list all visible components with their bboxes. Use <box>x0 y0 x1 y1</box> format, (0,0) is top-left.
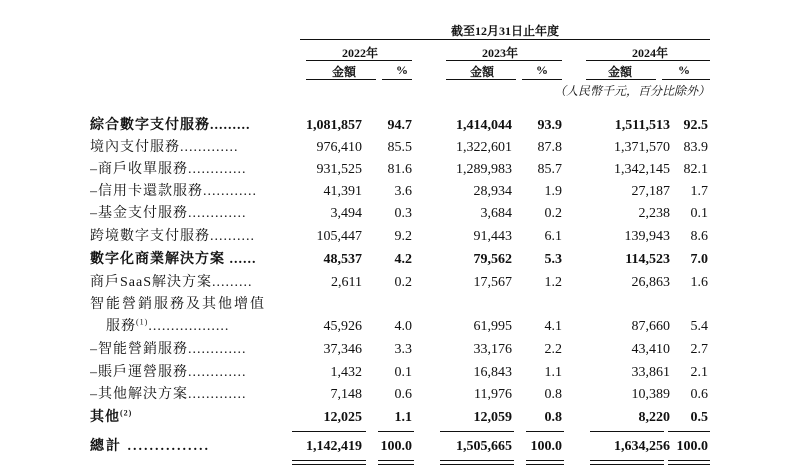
row-label: 服務$^{(1)}$.................. <box>106 317 230 334</box>
unit-note: （人民幣千元，百分比除外） <box>553 84 710 98</box>
table-row: 其他$^{(2)}$ 12,025 1.1 12,059 0.8 8,220 0.5 <box>0 407 800 429</box>
year-2022-header: 2022年 <box>341 46 378 60</box>
percent-header-2024: % <box>678 63 690 77</box>
row-label: 綜合數字支付服務......... <box>90 118 251 133</box>
header-rule <box>300 39 710 40</box>
percent-header-2022: % <box>396 63 408 77</box>
row-label: –商戶收單服務............. <box>90 162 247 177</box>
table-row: 商戶SaaS解決方案......... 2,611 0.2 17,567 1.2 26,863 1.6 <box>0 272 800 294</box>
footnote-marker: (1) <box>136 317 149 327</box>
table-row: –智能營銷服務............. 37,346 3.3 33,176 2.2 43,410 2.7 <box>0 339 800 361</box>
table-row: –商戶收單服務............. 931,525 81.6 1,289,983 85.7 1,342,145 82.1 <box>0 159 800 181</box>
amount-header-2022: 金額 <box>331 65 356 79</box>
table-row: –信用卡還款服務............ 41,391 3.6 28,934 1.9 27,187 1.7 <box>0 181 800 203</box>
amount-header-2023: 金額 <box>469 65 494 79</box>
table-row: 境內支付服務............. 976,410 85.5 1,322,601 87.8 1,371,570 83.9 <box>0 137 800 159</box>
year-2024-rule <box>586 60 710 61</box>
row-label: –智能營銷服務............. <box>90 342 247 357</box>
table-row: 綜合數字支付服務......... 1,081,857 94.7 1,414,044 93.9 1,511,513 92.5 <box>0 115 800 137</box>
table-row: –其他解決方案............. 7,148 0.6 11,976 0.8 10,389 0.6 <box>0 384 800 406</box>
percent-header-2023: % <box>536 63 548 77</box>
table-row: –基金支付服務............. 3,494 0.3 3,684 0.2 2,238 0.1 <box>0 203 800 225</box>
table-row: 跨境數字支付服務.......... 105,447 9.2 91,443 6.1 139,943 8.6 <box>0 226 800 248</box>
year-2022-rule <box>306 60 412 61</box>
row-label: –其他解決方案............. <box>90 387 247 402</box>
year-2023-header: 2023年 <box>481 46 518 60</box>
row-label: –信用卡還款服務............ <box>90 184 257 199</box>
total-row: 總計 ............... 1,142,419 100.0 1,505,665 100.0 1,634,256 100.0 <box>0 436 800 458</box>
row-label: –基金支付服務............. <box>90 206 247 221</box>
row-label: 商戶SaaS解決方案......... <box>90 275 253 290</box>
row-label: 智能營銷服務及其他增值 <box>90 297 266 312</box>
row-label: 境內支付服務............. <box>90 140 239 155</box>
table-row: –賬戶運營服務............. 1,432 0.1 16,843 1.1 33,861 2.1 <box>0 362 800 384</box>
row-label: 總計 ............... <box>90 439 210 454</box>
row-label: 跨境數字支付服務.......... <box>90 229 255 244</box>
row-label: 其他$^{(2)}$ <box>90 408 133 425</box>
year-2024-header: 2024年 <box>631 46 668 60</box>
table-row: 數字化商業解決方案 ...... 48,537 4.2 79,562 5.3 114,523 7.0 <box>0 249 800 271</box>
table-row: 服務$^{(1)}$.................. 45,926 4.0 61,995 4.1 87,660 5.4 <box>0 316 800 338</box>
row-label: –賬戶運營服務............. <box>90 365 247 380</box>
footnote-marker: (2) <box>120 408 133 418</box>
year-2023-rule <box>446 60 562 61</box>
table-row <box>0 294 800 316</box>
row-label: 數字化商業解決方案 ...... <box>90 252 257 267</box>
amount-header-2024: 金額 <box>607 65 632 79</box>
period-title: 截至12月31日止年度 <box>450 24 559 38</box>
